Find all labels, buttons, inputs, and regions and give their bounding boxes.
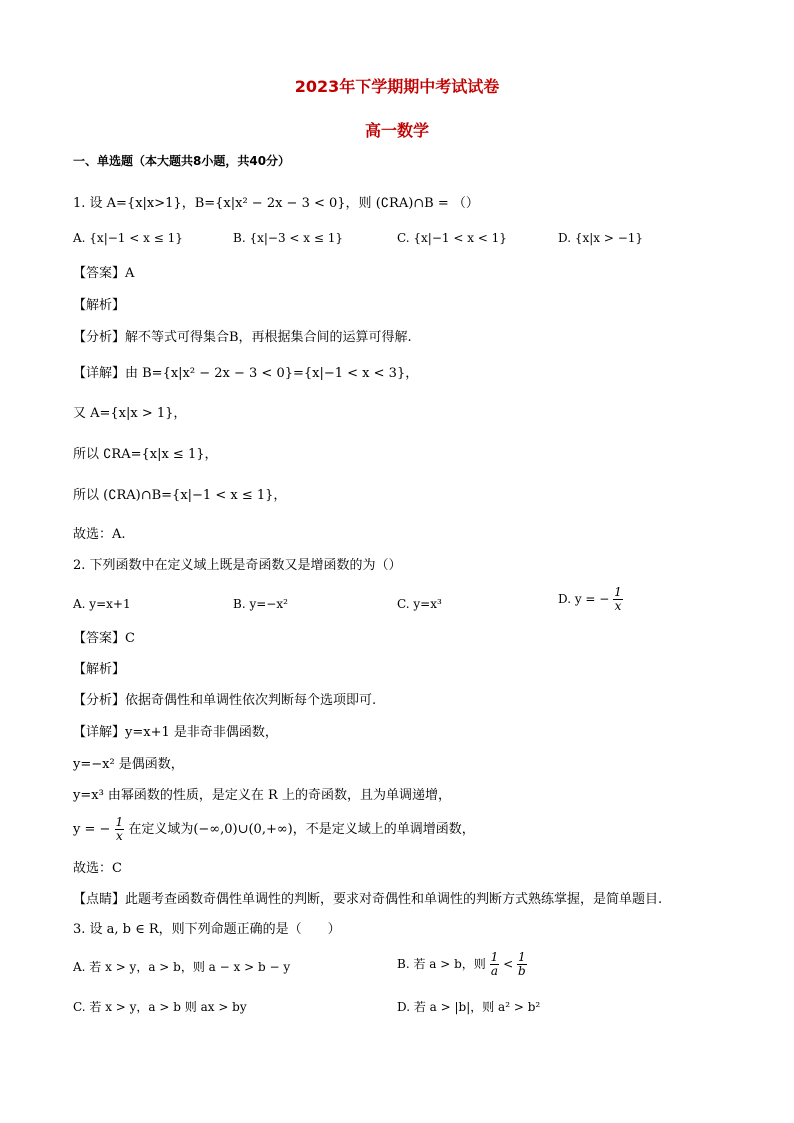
section-heading: 一、单选题（本大题共8小题，共40分） xyxy=(73,154,291,168)
exam-title: 2023年下学期期中考试试卷 xyxy=(294,77,500,96)
q2-comment: 【点睛】此题考查函数奇偶性单调性的判断，要求对奇偶性和单调性的判断方式熟练掌握，是简单题目. xyxy=(73,892,663,907)
fraction-denominator: b xyxy=(517,964,526,978)
q1-option-c: C. {x|−1 < x < 1} xyxy=(397,231,507,245)
q2-detail-1: 【详解】y=x+1 是非奇非偶函数， xyxy=(73,725,278,740)
fraction-denominator: x xyxy=(614,599,622,613)
q1-detail-2: 又 A={x|x > 1}， xyxy=(73,406,187,421)
q2-option-d xyxy=(558,586,623,613)
q1-analysis-heading: 【解析】 xyxy=(73,298,126,313)
fraction-denominator: a xyxy=(490,964,499,978)
q1-option-d: D. {x|x > −1} xyxy=(558,231,644,245)
q3-option-c: C. 若 x > y，a > b 则 ax > by xyxy=(73,1000,247,1014)
q1-detail-5: 故选：A. xyxy=(73,527,126,542)
q2-detail-4-prefix: y = − xyxy=(73,822,111,837)
fraction xyxy=(115,816,125,843)
fraction xyxy=(517,951,527,978)
question-2-stem: 2. 下列函数中在定义域上既是奇函数又是增函数的为（） xyxy=(73,558,402,573)
question-1-stem: 1. 设 A={x|x>1}，B={x|x² − 2x − 3 < 0}，则 (∁RA)∩B = （） xyxy=(73,196,479,211)
q1-detail-4: 所以 (∁RA)∩B={x|−1 < x ≤ 1}， xyxy=(73,488,287,503)
q3-option-a: A. 若 x > y，a > b，则 a − x > b − y xyxy=(73,960,291,974)
q1-detail-1: 【详解】由 B={x|x² − 2x − 3 < 0}={x|−1 < x < 3}， xyxy=(73,366,419,381)
q2-option-c: C. y=x³ xyxy=(397,597,442,611)
fraction-numerator: 1 xyxy=(518,950,526,964)
fraction-numerator: 1 xyxy=(614,585,622,599)
q2-choose: 故选：C xyxy=(73,861,122,876)
exam-subtitle: 高一数学 xyxy=(364,121,429,140)
q2-analysis-heading: 【解析】 xyxy=(73,662,126,677)
less-than-sign: < xyxy=(503,957,514,971)
fraction xyxy=(490,951,500,978)
q2-analysis: 【分析】依据奇偶性和单调性依次判断每个选项即可. xyxy=(73,693,377,708)
q2-detail-4 xyxy=(73,816,475,843)
q2-detail-2: y=−x² 是偶函数， xyxy=(73,757,184,772)
fraction-numerator: 1 xyxy=(490,950,499,964)
fraction xyxy=(613,586,623,613)
q3-option-b-label: B. 若 a > b，则 xyxy=(397,957,486,971)
question-3-stem: 3. 设 a, b ∈ R，则下列命题正确的是（ ） xyxy=(73,922,341,937)
q1-analysis: 【分析】解不等式可得集合B，再根据集合间的运算可得解. xyxy=(73,330,412,345)
q2-answer: 【答案】C xyxy=(73,631,135,646)
q1-option-b: B. {x|−3 < x ≤ 1} xyxy=(233,231,343,245)
q3-option-d: D. 若 a > |b|，则 a² > b² xyxy=(397,1000,541,1014)
q1-option-a: A. {x|−1 < x ≤ 1} xyxy=(73,231,183,245)
q2-detail-3: y=x³ 由幂函数的性质，是定义在 R 上的奇函数，且为单调递增， xyxy=(73,788,451,803)
q3-option-b xyxy=(397,951,527,978)
fraction-denominator: x xyxy=(115,829,123,843)
q2-detail-4-suffix: 在定义域为(−∞,0)∪(0,+∞)，不是定义域上的单调增函数， xyxy=(128,822,475,837)
q1-answer: 【答案】A xyxy=(73,266,135,281)
q2-option-d-label: D. y = − xyxy=(558,592,610,606)
fraction-numerator: 1 xyxy=(115,815,124,829)
q1-detail-3: 所以 ∁RA={x|x ≤ 1}， xyxy=(73,447,218,462)
q2-option-b: B. y=−x² xyxy=(233,597,288,611)
q2-option-a: A. y=x+1 xyxy=(73,597,131,611)
